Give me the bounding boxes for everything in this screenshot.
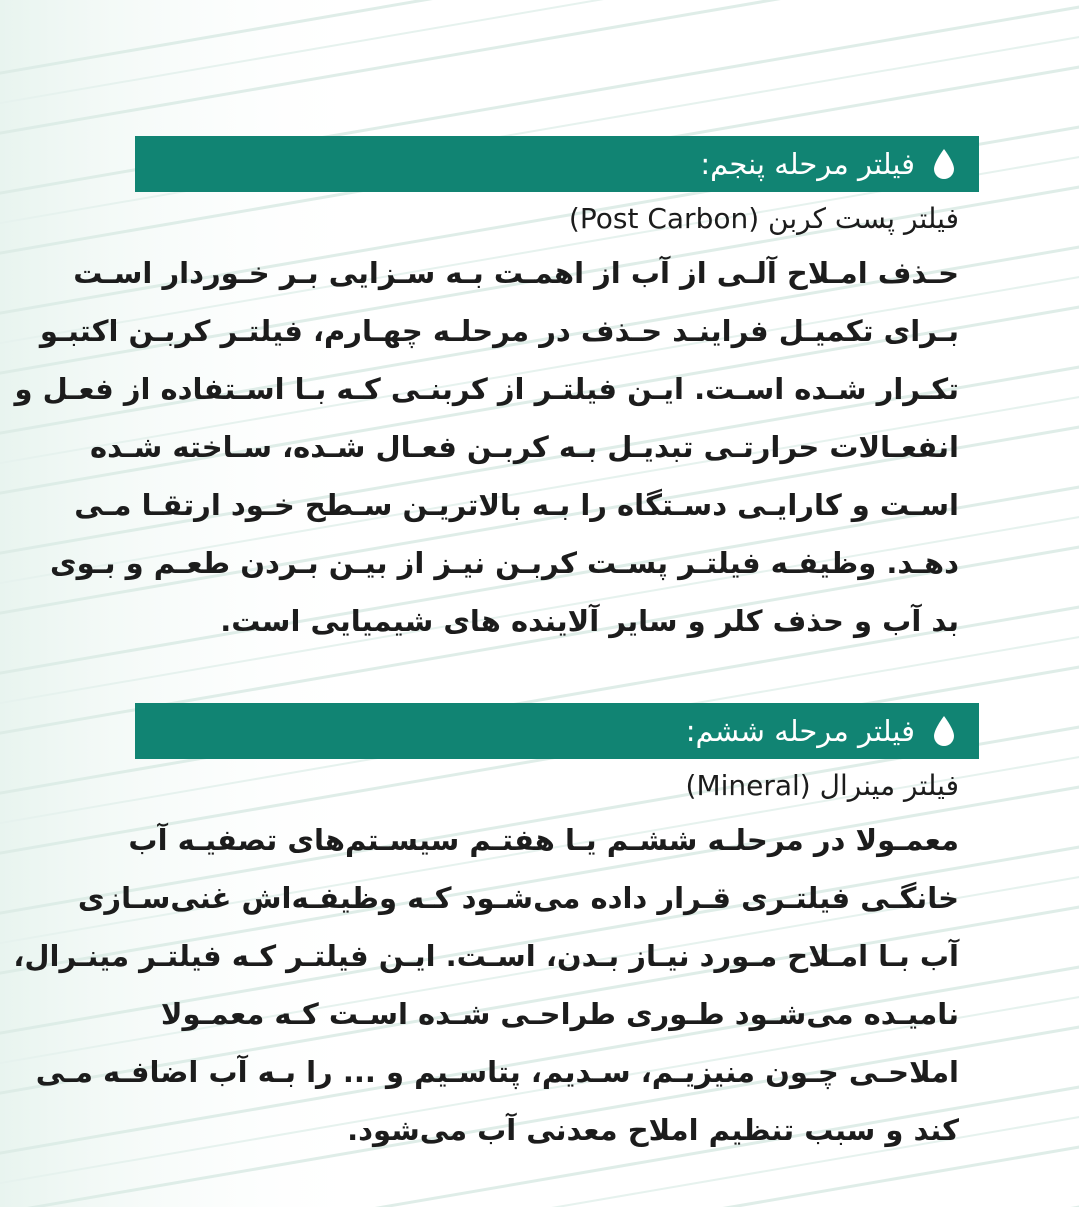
section-subtitle: فیلتر مینرال (Mineral) <box>685 769 959 802</box>
body-line: انفعـالات حرارتـی تبدیـل بـه کربـن فعـال شـده، سـاخته شـده <box>89 430 959 464</box>
body-line: کند و سبب تنظیم املاح معدنی آب می‌شود. <box>347 1113 959 1147</box>
body-line: اسـت و کارایـی دسـتگاه را بـه بالاتریـن سـطح خـود ارتقـا مـی <box>74 488 959 522</box>
body-line: املاحـی چـون منیزیـم، سـدیم، پتاسـیم و ... را بـه آب اضافـه مـی <box>35 1055 959 1089</box>
section-header <box>135 703 979 759</box>
water-drop-icon <box>931 147 957 181</box>
section-body <box>13 811 979 1159</box>
body-line: بـرای تکمیـل فراینـد حـذف در مرحلـه چهـارم، فیلتـر کربـن اکتبـو <box>39 314 959 348</box>
body-line: معمـولا در مرحلـه ششـم یـا هفتـم سیسـتم‌های تصفیـه آب <box>128 823 959 857</box>
body-line: خانگـی فیلتـری قـرار داده می‌شـود کـه وظیفـه‌اش غنی‌سـازی <box>77 881 959 915</box>
section-subtitle: فیلتر پست کربن (Post Carbon) <box>568 202 959 235</box>
body-line: آب بـا امـلاح مـورد نیـاز بـدن، اسـت. ایـن فیلتـر کـه فیلتـر مینـرال، <box>13 939 959 973</box>
water-drop-icon <box>931 714 957 748</box>
section-title: فیلتر مرحله ششم: <box>685 714 915 748</box>
section-stage-six <box>13 703 979 1159</box>
body-line: بد آب و حذف کلر و سایر آلاینده های شیمیایی است. <box>220 604 959 638</box>
body-line: دهـد. وظیفـه فیلتـر پسـت کربـن نیـز از بیـن بـردن طعـم و بـوی <box>50 546 959 580</box>
section-stage-five <box>14 136 979 650</box>
body-line: حـذف امـلاح آلـی از آب از اهمـت بـه سـزایی بـر خـوردار اسـت <box>73 256 959 290</box>
body-line: نامیـده می‌شـود طـوری طراحـی شـده اسـت کـه معمـولا <box>160 997 959 1031</box>
body-line: تکـرار شـده اسـت. ایـن فیلتـر از کربنـی کـه بـا اسـتفاده از فعـل و <box>14 372 959 406</box>
section-title: فیلتر مرحله پنجم: <box>700 147 915 181</box>
section-body <box>14 244 979 650</box>
section-header <box>135 136 979 192</box>
